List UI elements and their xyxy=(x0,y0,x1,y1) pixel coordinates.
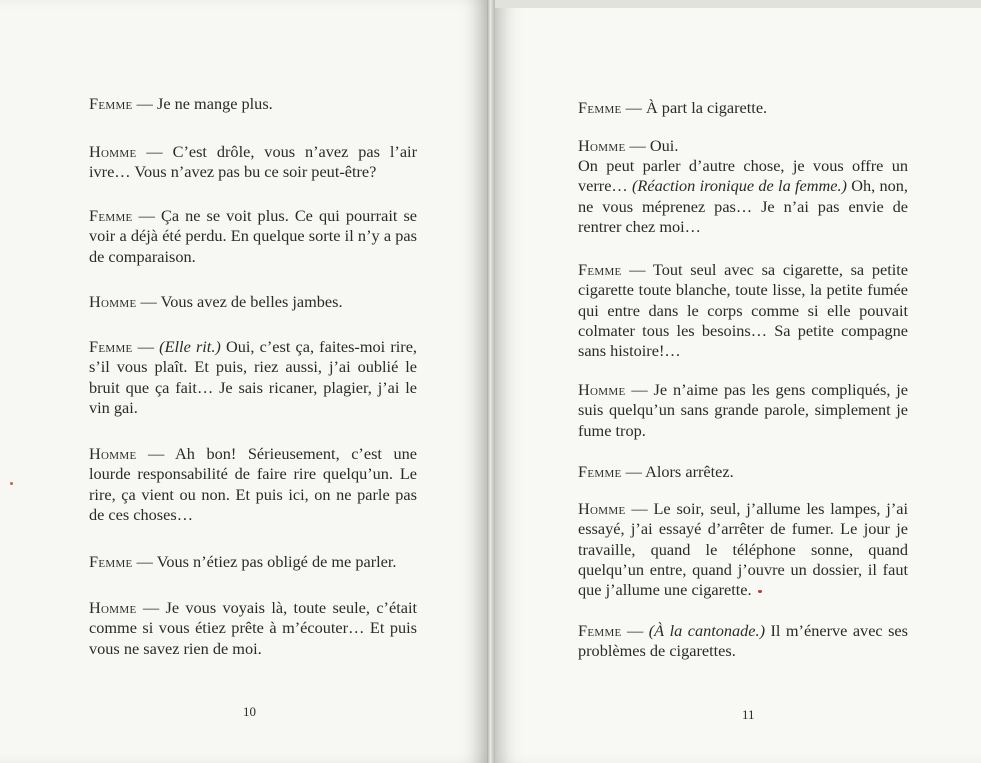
speaker-name: Homme xyxy=(89,292,137,311)
dialogue-text: Ça ne se voit plus. Ce qui pourrait se voir a déjà été perdu. En quelque sorte il n’y a pas de comparaison. xyxy=(89,206,418,266)
dialogue-text: Je vous voyais là, toute seule, c’était comme si vous étiez prête à m’écouter… Et puis vous ne savez rien de moi. xyxy=(89,598,418,658)
dialogue-text: Tout seul avec sa cigarette, sa petite cigarette toute blanche, toute lisse, la petite fumée qui entre dans le corps comme si elle pouvait colmater tous les besoins… Sa petite compagne sans histoire!… xyxy=(578,260,908,361)
speaker-name: Homme xyxy=(89,142,137,161)
dialogue-text: Alors arrêtez. xyxy=(645,462,734,481)
speaker-name: Homme xyxy=(89,598,137,617)
dialogue-entry: Homme — C’est drôle, vous n’avez pas l’air ivre… Vous n’avez pas bu ce soir peut-être? xyxy=(89,142,418,182)
dialogue-entry: Homme — Oui. xyxy=(578,136,679,155)
right-page xyxy=(495,0,981,763)
dialogue-entry xyxy=(578,156,908,237)
dialogue-entry: Femme — Vous n’étiez pas obligé de me parler. xyxy=(89,552,397,571)
dialogue-entry: Femme — Alors arrêtez. xyxy=(578,462,734,481)
dialogue-entry: Femme — (À la cantonade.) Il m’énerve avec ses problèmes de cigarettes. xyxy=(578,621,908,661)
stage-direction: (À la cantonade.) xyxy=(648,621,766,640)
book-gutter xyxy=(487,0,495,763)
page-number: 11 xyxy=(742,707,755,722)
dialogue-entry: Femme — (Elle rit.) Oui, c’est ça, faites-moi rire, s’il vous plaît. Et puis, riez aussi, j’ai oublié le bruit que ça fait… Je sais ricaner, plagier, j’ai le vin gai. xyxy=(89,337,418,417)
dialogue-text: Vous avez de belles jambes. xyxy=(160,292,343,311)
dialogue-text: À part la cigarette. xyxy=(645,98,768,117)
dialogue-entry: Homme — Je vous voyais là, toute seule, c’était comme si vous étiez prête à m’écouter… Et puis vous ne savez rien de moi. xyxy=(89,598,418,658)
speaker-name: Femme xyxy=(89,94,133,113)
speaker-name: Femme xyxy=(578,260,622,279)
dialogue-text: C’est drôle, vous n’avez pas l’air ivre… Vous n’avez pas bu ce soir peut-être? xyxy=(89,142,418,182)
dialogue-entry: Femme — Tout seul avec sa cigarette, sa petite cigarette toute blanche, toute lisse, la petite fumée qui entre dans le corps comme si elle pouvait colmater tous les besoins… Sa petite compagne sans histoire!… xyxy=(578,260,908,361)
stage-direction: (Elle rit.) xyxy=(159,337,221,356)
dialogue-entry: Homme — Le soir, seul, j’allume les lampes, j’ai essayé, j’ai essayé d’arrêter de fumer. Le jour je travaille, quand le téléphone sonne, quand quelqu’un entre, quand j’ouvre un dossier, il faut que j’allume une cigarette. xyxy=(578,499,909,600)
dialogue-entry: Homme — Ah bon! Sérieusement, c’est une lourde responsabilité de faire rire quelqu’un. Le rire, ça vient ou non. Et puis ici, on ne parle pas de ces choses… xyxy=(89,444,418,524)
speaker-name: Homme xyxy=(89,444,137,463)
speaker-name: Homme xyxy=(578,499,626,518)
page-edge xyxy=(495,0,981,8)
stage-direction: (Réaction ironique de la femme.) xyxy=(632,176,847,196)
speaker-name: Homme xyxy=(578,380,626,399)
dialogue-entry: Homme — Vous avez de belles jambes. xyxy=(89,292,343,311)
dialogue-text: Je ne mange plus. xyxy=(156,94,273,113)
speaker-name: Femme xyxy=(578,621,622,640)
dialogue-entry: Femme — Ça ne se voit plus. Ce qui pourrait se voir a déjà été perdu. En quelque sorte il n’y a pas de comparaison. xyxy=(89,206,418,266)
speaker-name: Femme xyxy=(89,206,133,225)
speaker-name: Femme xyxy=(578,98,622,117)
page-number: 10 xyxy=(243,704,256,719)
paper-speck xyxy=(758,590,762,593)
speaker-name: Femme xyxy=(578,462,622,481)
speaker-name: Femme xyxy=(89,337,133,356)
dialogue-text: Je n’aime pas les gens compliqués, je suis quelqu’un sans grande parole, simplement je fume trop. xyxy=(578,380,909,440)
dialogue-text: Il m’énerve avec ses problèmes de cigarettes. xyxy=(578,621,908,661)
dialogue-text: On peut parler d’autre chose, je vous offre un verre… xyxy=(578,156,908,196)
speaker-name: Homme xyxy=(578,136,626,155)
dialogue-text: Le soir, seul, j’allume les lampes, j’ai essayé, j’ai essayé d’arrêter de fumer. Le jour je travaille, quand le téléphone sonne, quand quelqu’un entre, quand j’ouvre un dossier, il faut que j’allume une cigarette. xyxy=(578,499,909,600)
paper-speck xyxy=(10,482,13,485)
dialogue-text: Vous n’étiez pas obligé de me parler. xyxy=(156,552,397,571)
dialogue-entry: Femme — Je ne mange plus. xyxy=(89,94,273,113)
dialogue-text: Oh, non, ne vous méprenez pas… Je n’ai pas envie de rentrer chez moi… xyxy=(578,176,908,236)
dialogue-text: Oui. xyxy=(649,136,679,155)
speaker-name: Femme xyxy=(89,552,133,571)
dialogue-text: Ah bon! Sérieusement, c’est une lourde responsabilité de faire rire quelqu’un. Le rire, ça vient ou non. Et puis ici, on ne parle pas de ces choses… xyxy=(89,444,418,524)
dialogue-entry: Homme — Je n’aime pas les gens compliqués, je suis quelqu’un sans grande parole, simplement je fume trop. xyxy=(578,380,909,440)
left-page xyxy=(0,0,487,763)
dialogue-text: Oui, c’est ça, faites-moi rire, s’il vous plaît. Et puis, riez aussi, j’ai oublié le bruit que ça fait… Je sais ricaner, plagier, j’ai le vin gai. xyxy=(89,337,418,417)
dialogue-entry: Femme — À part la cigarette. xyxy=(578,98,768,117)
